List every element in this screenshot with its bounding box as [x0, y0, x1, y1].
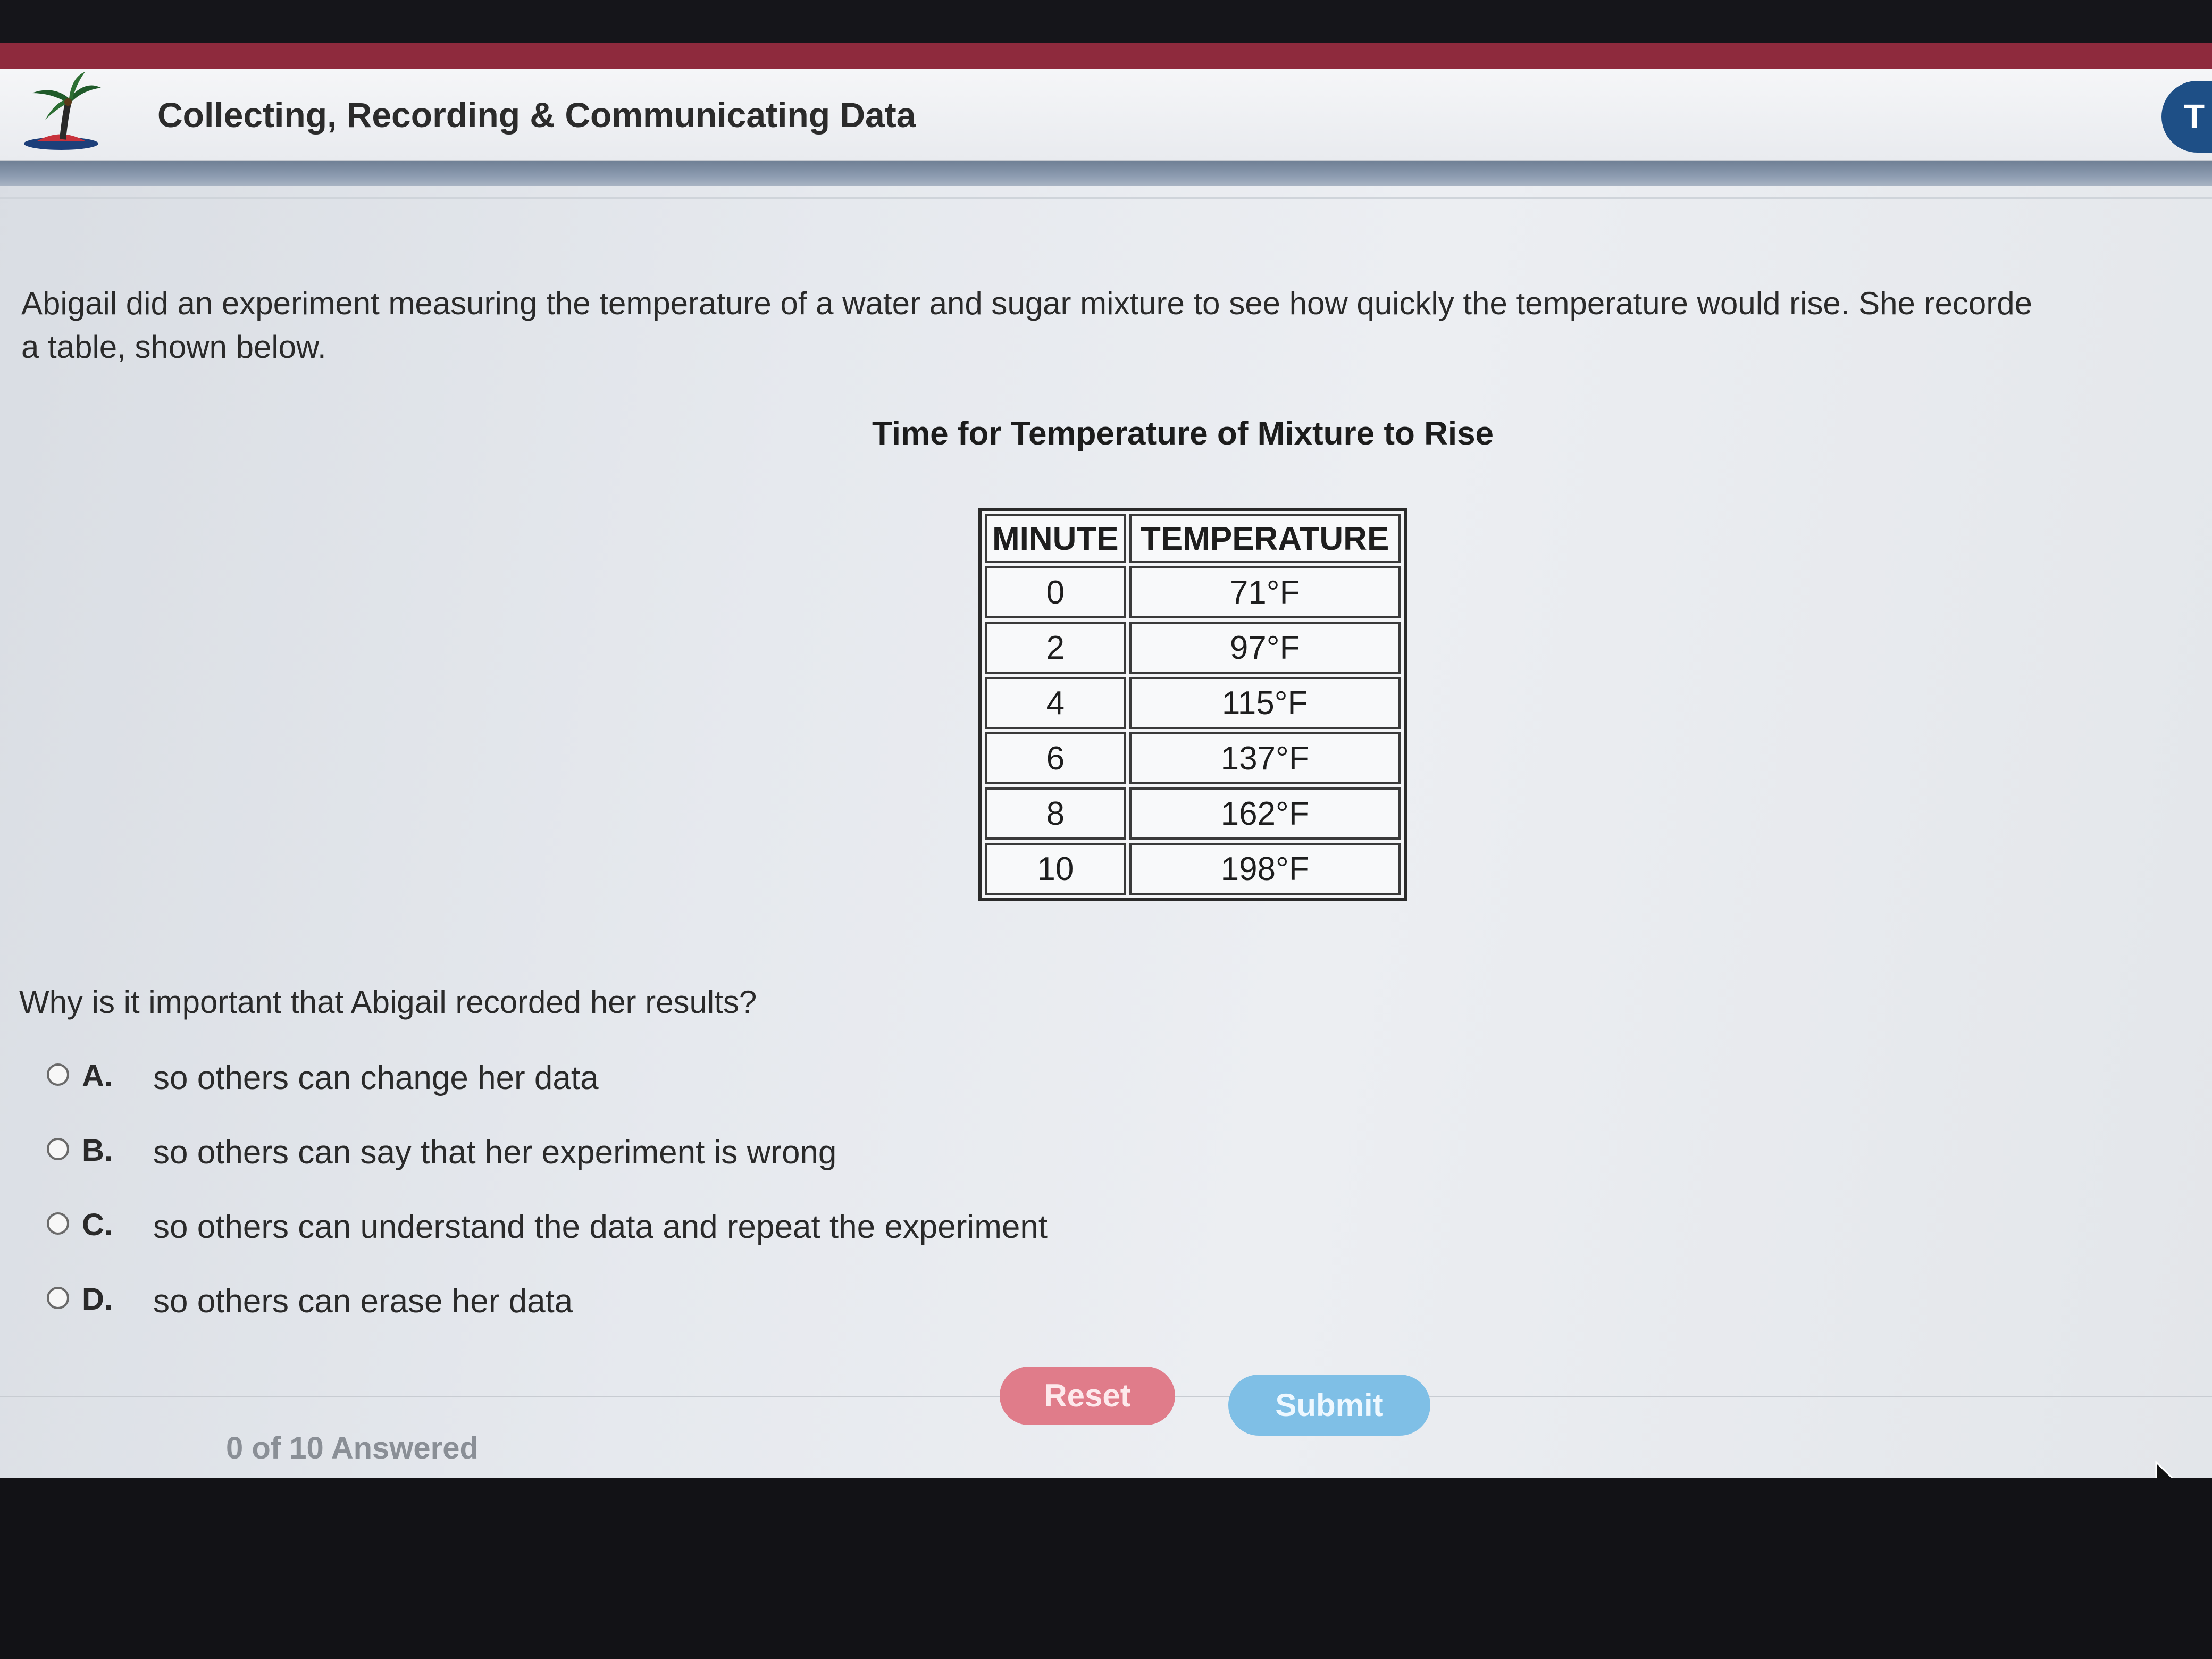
table-row — [985, 787, 1401, 840]
question-prompt — [21, 282, 2212, 369]
radio-button-d[interactable] — [47, 1287, 69, 1309]
temperature-cell: 97°F — [1129, 622, 1401, 674]
column-header-temperature: TEMPERATURE — [1129, 514, 1401, 563]
option-text[interactable]: so others can understand the data and repeat the experiment — [153, 1209, 1048, 1245]
minute-cell: 4 — [985, 677, 1126, 729]
option-text[interactable]: so others can erase her data — [153, 1283, 573, 1320]
option-b[interactable] — [47, 1133, 1323, 1207]
column-header-minute: MINUTE — [985, 514, 1126, 563]
header-divider — [0, 197, 2212, 199]
minute-cell: 6 — [985, 732, 1126, 784]
answer-options — [47, 1058, 1323, 1356]
table-row — [985, 732, 1401, 784]
temperature-cell: 198°F — [1129, 843, 1401, 895]
table-row — [985, 677, 1401, 729]
submit-button[interactable]: Submit — [1228, 1375, 1430, 1436]
option-text[interactable]: so others can say that her experiment is wrong — [153, 1134, 837, 1171]
option-letter: D. — [82, 1282, 113, 1317]
option-letter: C. — [82, 1208, 113, 1242]
temperature-cell: 137°F — [1129, 732, 1401, 784]
temperature-cell: 162°F — [1129, 787, 1401, 840]
radio-button-b[interactable] — [47, 1138, 69, 1160]
data-table — [978, 508, 1407, 901]
radio-button-c[interactable] — [47, 1212, 69, 1235]
minute-cell: 8 — [985, 787, 1126, 840]
option-c[interactable] — [47, 1207, 1323, 1281]
table-row — [985, 566, 1401, 618]
monitor-bezel-bottom — [0, 1478, 2212, 1659]
minute-cell: 10 — [985, 843, 1126, 895]
header-subbar — [0, 161, 2212, 186]
question-prompt-line1: Abigail did an experiment measuring the temperature of a water and sugar mixture to see how quickly the temperature would rise. She recorde — [21, 286, 2032, 321]
answered-count: 0 of 10 Answered — [226, 1431, 479, 1465]
option-letter: A. — [82, 1059, 113, 1093]
minute-cell: 2 — [985, 622, 1126, 674]
header-tab-button[interactable]: T — [2161, 81, 2212, 153]
question-prompt-line2: a table, shown below. — [21, 329, 326, 365]
table-header-row — [985, 514, 1401, 563]
table-title: Time for Temperature of Mixture to Rise — [872, 415, 1494, 452]
table-row — [985, 622, 1401, 674]
table-row — [985, 843, 1401, 895]
temperature-cell: 71°F — [1129, 566, 1401, 618]
page-title: Collecting, Recording & Communicating Data — [157, 95, 916, 135]
monitor-bezel-top — [0, 0, 2212, 43]
option-d[interactable] — [47, 1281, 1323, 1356]
question-text: Why is it important that Abigail recorded her results? — [19, 984, 757, 1020]
radio-button-a[interactable] — [47, 1063, 69, 1086]
app-header — [0, 69, 2212, 161]
minute-cell: 0 — [985, 566, 1126, 618]
palm-tree-island-icon — [16, 69, 106, 154]
reset-button[interactable]: Reset — [1000, 1367, 1175, 1425]
option-text[interactable]: so others can change her data — [153, 1060, 599, 1096]
option-letter: B. — [82, 1133, 113, 1168]
temperature-cell: 115°F — [1129, 677, 1401, 729]
browser-top-strip — [0, 43, 2212, 69]
quiz-screen — [0, 69, 2212, 1478]
option-a[interactable] — [47, 1058, 1323, 1133]
